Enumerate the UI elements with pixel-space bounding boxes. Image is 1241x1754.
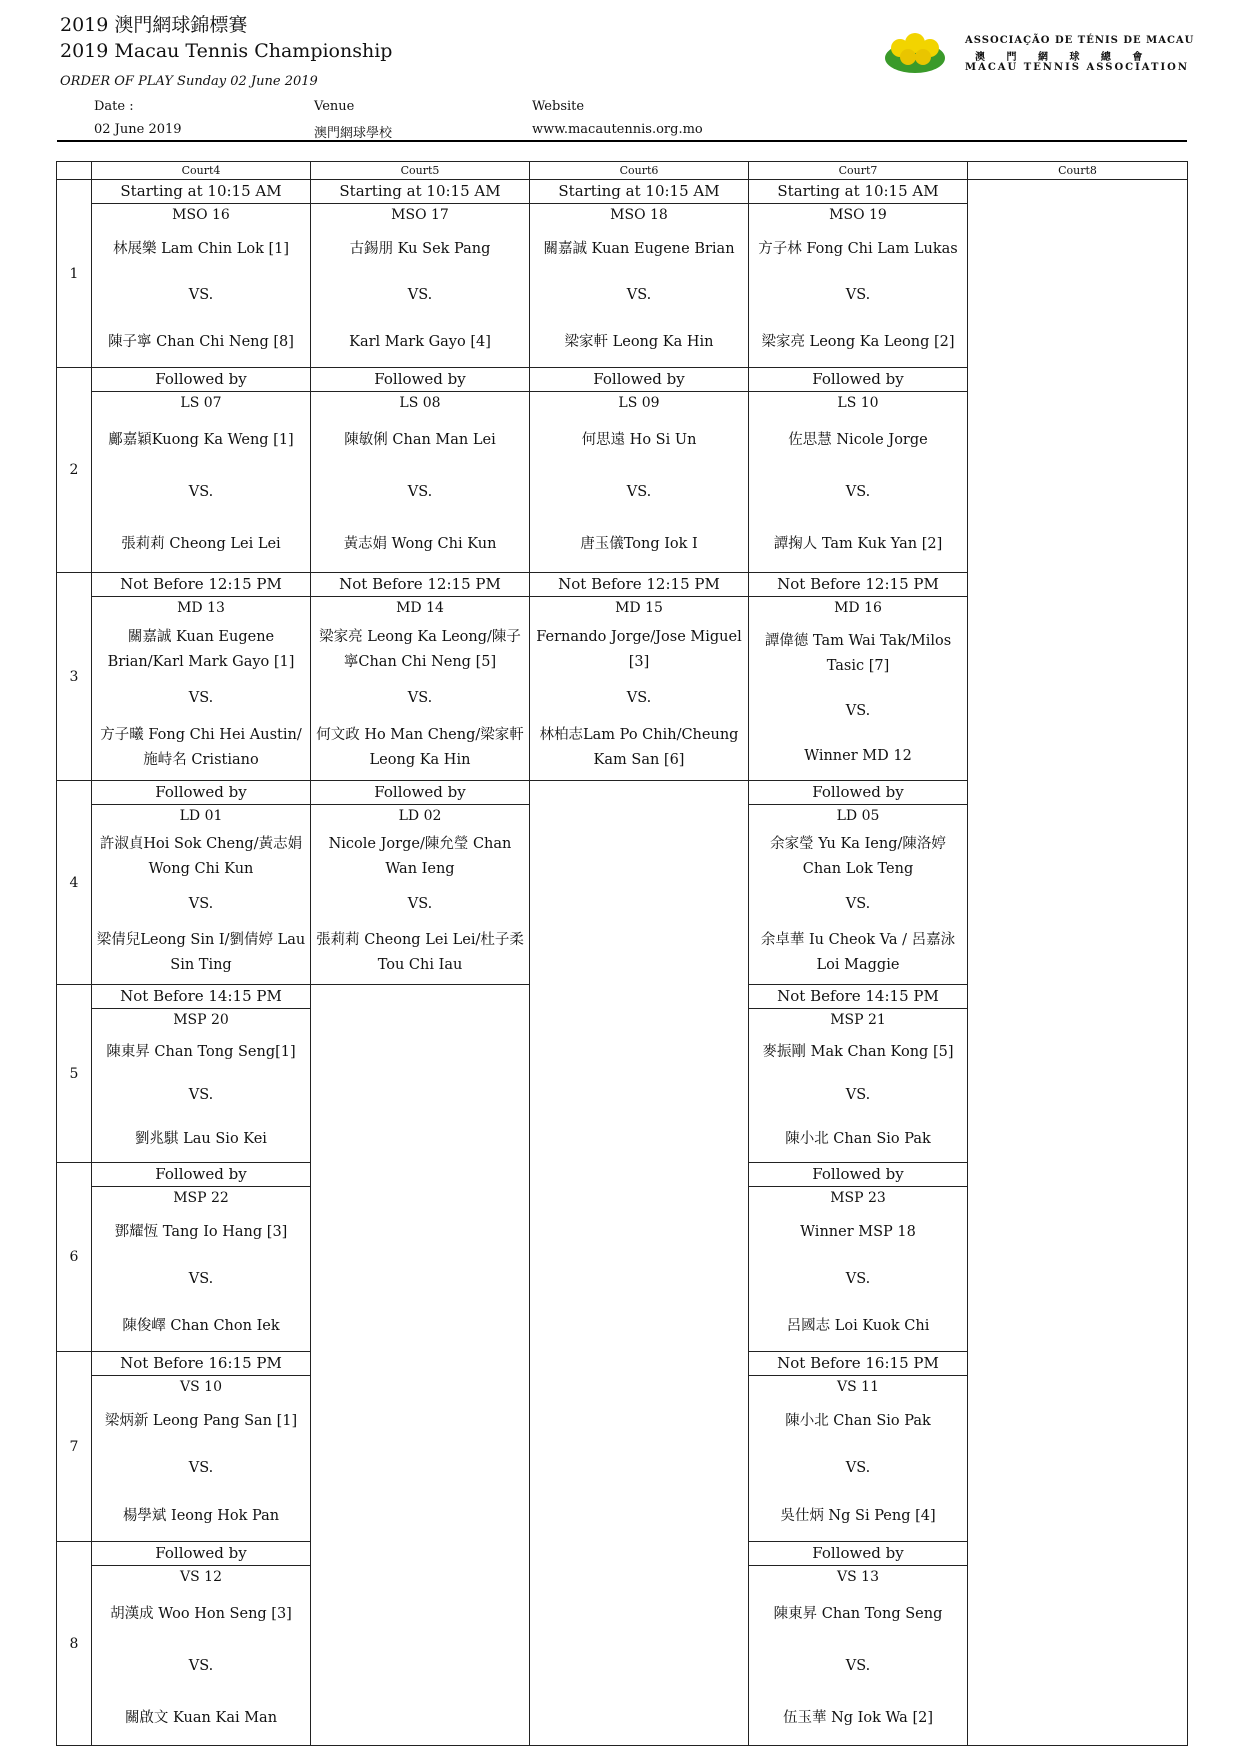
match-cell [92,781,311,985]
player-one: 陳東昇 Chan Tong Seng[1] [106,1044,296,1061]
match-id: MSP 23 [830,1190,886,1206]
court8-empty-slot [968,180,1188,368]
court-header-row [57,162,1188,180]
match-players [92,1588,310,1744]
court8-empty-slot [968,1352,1188,1542]
match-players [749,827,967,983]
order-of-play-table [56,161,1188,1746]
court8-empty-slot [968,781,1188,985]
court8-empty-slot [968,1542,1188,1746]
title-english: 2019 Macau Tennis Championship [60,40,393,62]
match-players [311,226,529,366]
match-cell [92,573,311,781]
empty-slot [530,1352,749,1542]
match-id: MSO 18 [610,207,668,223]
match-players [530,226,748,366]
player-one: 余家瑩 Yu Ka Ieng/陳洛婷 Chan Lok Teng [770,836,946,878]
header-rule [57,140,1187,142]
match-players [92,619,310,779]
association-name-chinese: 澳 門 網 球 總 會 [975,52,1152,63]
player-two: 唐玉儀Tong Iok I [580,536,698,553]
versus-label: VS. [845,1271,871,1287]
match-row [57,1542,1188,1746]
player-one: 許淑貞Hoi Sok Cheng/黃志娟Wong Chi Kun [99,836,303,878]
versus-label: VS. [407,483,433,500]
versus-label: VS. [188,287,214,304]
match-id: VS 13 [837,1569,879,1585]
court8-empty-slot [968,573,1188,781]
match-cell [749,368,968,573]
row-number: 6 [57,1163,92,1352]
player-one: 胡漢成 Woo Hon Seng [3] [110,1605,292,1622]
row-number: 4 [57,781,92,985]
empty-slot [311,985,530,1163]
match-cell [749,985,968,1163]
empty-slot [530,985,749,1163]
match-id: MSO 17 [391,207,449,223]
match-id: MSP 22 [173,1190,229,1206]
versus-label: VS. [407,287,433,304]
row-number: 3 [57,573,92,781]
match-cell [311,368,530,573]
match-row [57,781,1188,985]
match-players [311,827,529,983]
match-start-time: Not Before 16:15 PM [92,1352,310,1376]
match-players [749,226,967,366]
versus-label: VS. [188,1271,214,1287]
match-start-time: Starting at 10:15 AM [530,180,748,204]
date-value: 02 June 2019 [94,122,182,137]
match-players [92,827,310,983]
match-players [749,414,967,571]
player-one: Nicole Jorge/陳允瑩 Chan Wan Ieng [328,836,512,878]
match-start-time: Followed by [749,781,967,805]
player-one: 鄺嘉穎Kuong Ka Weng [1] [108,431,294,448]
versus-label: VS. [845,703,871,719]
player-two: 張莉莉 Cheong Lei Lei [121,536,281,553]
court-header: Court7 [749,162,968,180]
versus-label: VS. [188,483,214,500]
player-two: 梁倩兒Leong Sin I/劉倩婷 Lau Sin Ting [96,931,306,973]
match-id: LS 08 [399,395,441,411]
match-id: MD 14 [396,600,444,616]
match-players [311,414,529,571]
match-row [57,1352,1188,1542]
court8-empty-slot [968,368,1188,573]
match-id: MSO 16 [172,207,230,223]
match-cell [92,1352,311,1542]
player-two: 譚掬人 Tam Kuk Yan [2] [773,536,943,553]
match-players [92,414,310,571]
match-players [749,619,967,779]
court-header: Court5 [311,162,530,180]
player-two: 何文政 Ho Man Cheng/梁家軒 Leong Ka Hin [316,727,524,769]
match-start-time: Starting at 10:15 AM [749,180,967,204]
player-one: 譚偉德 Tam Wai Tak/Milos Tasic [7] [764,633,952,674]
match-cell [92,368,311,573]
versus-label: VS. [188,1657,214,1674]
date-label: Date : [94,99,134,114]
player-two: 梁家亮 Leong Ka Leong [2] [761,334,955,351]
association-name-portuguese: ASSOCIAÇÃO DE TÉNIS DE MACAU [965,35,1195,46]
player-one: 古錫朋 Ku Sek Pang [349,240,491,257]
match-cell [749,573,968,781]
row-number: 2 [57,368,92,573]
player-two: 楊學斌 Ieong Hok Pan [122,1507,280,1524]
versus-label: VS. [845,287,871,304]
match-cell [92,985,311,1163]
versus-label: VS. [188,896,214,913]
match-start-time: Not Before 12:15 PM [749,573,967,597]
match-id: LD 01 [179,808,223,824]
player-one: 陳東昇 Chan Tong Seng [773,1605,943,1622]
match-start-time: Starting at 10:15 AM [92,180,310,204]
match-row [57,573,1188,781]
match-start-time: Not Before 12:15 PM [530,573,748,597]
player-two: 方子曦 Fong Chi Hei Austin/施峙名 Cristiano [100,727,302,769]
player-one: 陳敏俐 Chan Man Lei [344,431,496,448]
row-number: 1 [57,180,92,368]
match-id: LS 10 [837,395,879,411]
row-number-header [57,162,92,180]
player-two: 呂國志 Loi Kuok Chi [786,1318,930,1334]
match-id: MSO 19 [829,207,887,223]
versus-label: VS. [188,1087,214,1104]
match-cell [530,573,749,781]
versus-label: VS. [626,483,652,500]
versus-label: VS. [845,1460,871,1477]
match-id: MD 15 [615,600,663,616]
match-row [57,1163,1188,1352]
match-cell [92,1163,311,1352]
match-cell [311,573,530,781]
versus-label: VS. [845,1657,871,1674]
match-id: VS 11 [837,1379,879,1395]
player-two: 陳小北 Chan Sio Pak [785,1130,931,1147]
venue-value: 澳門網球學校 [314,126,393,141]
empty-slot [311,1163,530,1352]
match-start-time: Followed by [92,1163,310,1187]
match-start-time: Followed by [92,368,310,392]
empty-slot [530,1163,749,1352]
player-two: 劉兆騏 Lau Sio Kei [135,1130,267,1147]
website-link[interactable]: www.macautennis.org.mo [532,122,703,137]
match-players [311,619,529,779]
match-cell [749,1542,968,1746]
row-number: 8 [57,1542,92,1746]
player-one: 陳小北 Chan Sio Pak [785,1413,931,1430]
player-one: 方子林 Fong Chi Lam Lukas [758,240,958,257]
player-one: Fernando Jorge/Jose Miguel [3] [536,628,742,670]
match-row [57,368,1188,573]
player-one: 關嘉誠 Kuan Eugene Brian/Karl Mark Gayo [1] [107,628,295,670]
player-one: 梁炳新 Leong Pang San [1] [104,1413,298,1430]
match-id: LS 09 [618,395,660,411]
versus-label: VS. [188,690,214,707]
player-one: 何思遠 Ho Si Un [581,431,697,448]
row-number: 5 [57,985,92,1163]
title-chinese: 2019 澳門網球錦標賽 [60,14,248,36]
player-one: 佐思慧 Nicole Jorge [788,431,928,448]
match-start-time: Not Before 14:15 PM [92,985,310,1009]
versus-label: VS. [626,287,652,304]
match-players [92,1209,310,1350]
match-id: LD 02 [398,808,442,824]
player-one: 麥振剛 Mak Chan Kong [5] [762,1044,954,1061]
match-players [92,1398,310,1540]
match-cell [749,1163,968,1352]
player-two: 關啟文 Kuan Kai Man [124,1709,278,1726]
match-players [530,619,748,779]
match-cell [92,180,311,368]
match-cell [749,781,968,985]
player-two: 林柏志Lam Po Chih/Cheung Kam San [6] [539,727,739,769]
match-cell [92,1542,311,1746]
empty-slot [530,1542,749,1746]
match-cell [749,180,968,368]
versus-label: VS. [407,896,433,913]
player-two: Karl Mark Gayo [4] [349,334,491,351]
match-players [92,226,310,366]
versus-label: VS. [407,690,433,707]
row-number: 7 [57,1352,92,1542]
player-two: 張莉莉 Cheong Lei Lei/杜子柔 Tou Chi Iau [316,931,524,973]
match-id: MSP 20 [173,1012,229,1028]
match-cell [311,180,530,368]
court-header: Court6 [530,162,749,180]
player-two: 黃志娟 Wong Chi Kun [343,536,497,553]
player-one: 林展樂 Lam Chin Lok [1] [112,240,290,257]
player-two: 梁家軒 Leong Ka Hin [564,334,714,351]
match-start-time: Not Before 16:15 PM [749,1352,967,1376]
player-two: 吳仕炳 Ng Si Peng [4] [780,1507,936,1524]
empty-slot [311,1352,530,1542]
match-cell [311,781,530,985]
match-start-time: Followed by [92,1542,310,1566]
match-start-time: Followed by [749,368,967,392]
match-id: VS 10 [180,1379,222,1395]
website-label: Website [532,99,585,114]
player-one: Winner MSP 18 [800,1224,916,1240]
match-id: LD 05 [836,808,880,824]
match-start-time: Starting at 10:15 AM [311,180,529,204]
empty-slot [530,781,749,985]
empty-slot [311,1542,530,1746]
match-players [749,1209,967,1350]
match-row [57,985,1188,1163]
versus-label: VS. [626,690,652,707]
order-of-play-line: ORDER OF PLAY Sunday 02 June 2019 [60,74,318,89]
versus-label: VS. [188,1460,214,1477]
match-start-time: Not Before 14:15 PM [749,985,967,1009]
match-start-time: Not Before 12:15 PM [311,573,529,597]
player-two: 陳子寧 Chan Chi Neng [8] [108,334,294,351]
court-header: Court4 [92,162,311,180]
match-players [92,1031,310,1161]
match-start-time: Not Before 12:15 PM [92,573,310,597]
match-id: VS 12 [180,1569,222,1585]
court-header: Court8 [968,162,1188,180]
match-players [530,414,748,571]
tennis-association-logo [884,30,946,74]
court8-empty-slot [968,985,1188,1163]
match-start-time: Followed by [530,368,748,392]
match-start-time: Followed by [749,1542,967,1566]
player-two: 陳俊嶧 Chan Chon Iek [122,1318,280,1334]
versus-label: VS. [845,483,871,500]
match-id: MSP 21 [830,1012,886,1028]
player-two: 伍玉華 Ng Iok Wa [2] [783,1709,933,1726]
match-players [749,1588,967,1744]
court8-empty-slot [968,1163,1188,1352]
match-row [57,180,1188,368]
player-one: 梁家亮 Leong Ka Leong/陳子寧Chan Chi Neng [5] [319,628,521,670]
match-start-time: Followed by [92,781,310,805]
match-start-time: Followed by [311,368,529,392]
player-one: 關嘉誠 Kuan Eugene Brian [543,240,735,257]
match-cell [530,180,749,368]
versus-label: VS. [845,896,871,913]
versus-label: VS. [845,1087,871,1104]
venue-label: Venue [314,99,355,114]
match-id: MD 16 [834,600,882,616]
match-cell [749,1352,968,1542]
match-id: MD 13 [177,600,225,616]
match-cell [530,368,749,573]
match-players [749,1398,967,1540]
player-one: 鄧耀恆 Tang Io Hang [3] [114,1224,288,1240]
association-name-english: MACAU TENNIS ASSOCIATION [965,62,1189,73]
match-start-time: Followed by [311,781,529,805]
match-id: LS 07 [180,395,222,411]
player-two: Winner MD 12 [804,748,912,764]
match-players [749,1031,967,1161]
player-two: 余卓華 Iu Cheok Va / 呂嘉泳 Loi Maggie [760,931,956,973]
match-start-time: Followed by [749,1163,967,1187]
